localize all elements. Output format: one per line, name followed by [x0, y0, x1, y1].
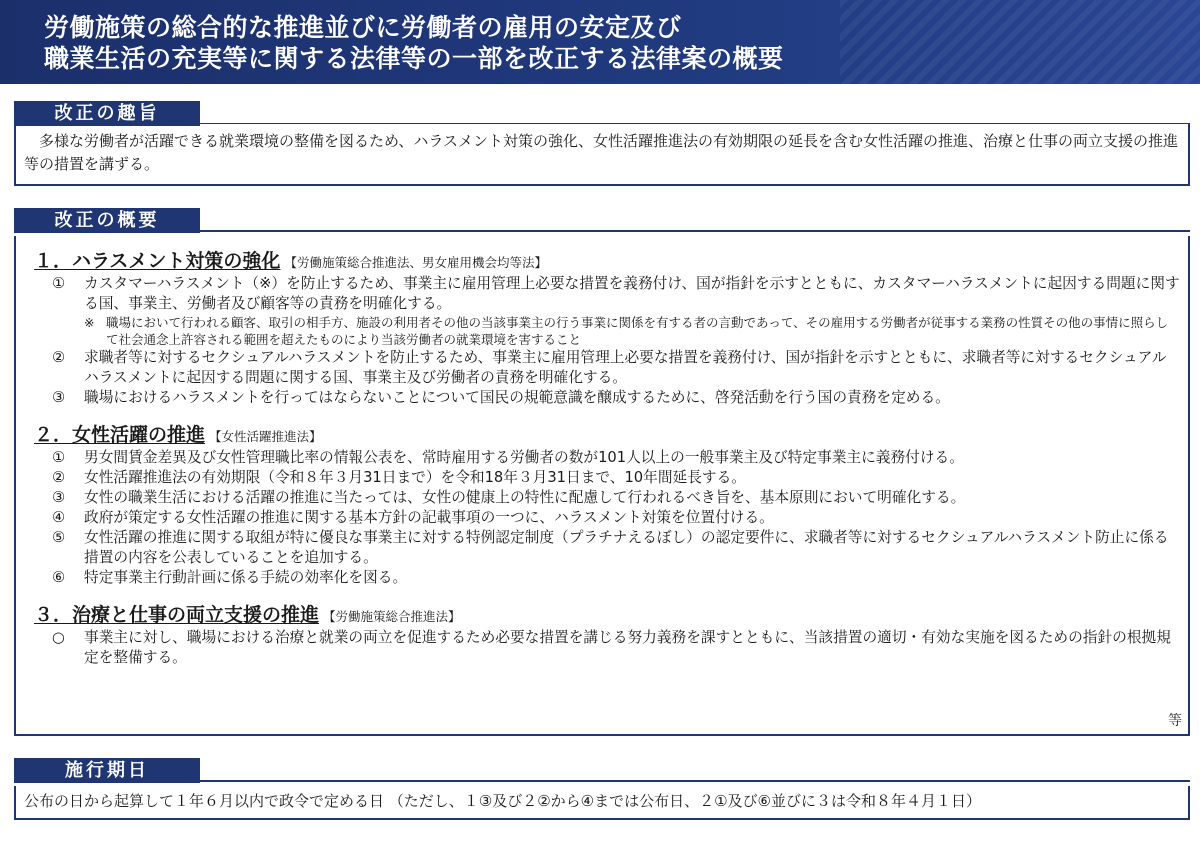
purpose-text: 多様な労働者が活躍できる就業環境の整備を図るため、ハラスメント対策の強化、女性活躍推進法の有効期限の延長を含む女性活躍の推進、治療と仕事の両立支援の推進等の措置を講ずる。 [24, 132, 1178, 173]
section-label-overview: 改正の概要 [14, 208, 200, 233]
list-item: ③ 職場におけるハラスメントを行ってはならないことについて国民の規範意識を醸成するために、啓発活動を行う国の責務を定める。 [52, 389, 950, 406]
note-item: ※ 職場において行われる顧客、取引の相手方、施設の利用者その他の当該事業主の行う事業に関係を有する者の言動であって、その雇用する労働者が従事する業務の性質その他の事情に照らして社会通念上許容される範囲を超えたものにより当該労働者の就業環境を害すること [84, 315, 1169, 347]
effective-text: 公布の日から起算して１年６月以内で政令で定める日 （ただし、１③及び２②から④までは公布日、２①及び⑥並びに３は令和８年４月１日） [24, 792, 982, 810]
purpose-box [14, 124, 1190, 186]
list-item: ③ 女性の職業生活における活躍の推進に当たっては、女性の健康上の特性に配慮して行われるべき旨を、基本原則において明確化する。 [52, 489, 966, 506]
list-item: ② 求職者等に対するセクシュアルハラスメントを防止するため、事業主に雇用管理上必要な措置を義務付け、国が指針を示すとともに、求職者等に対するセクシュアルハラスメントに起因する問題に関する国、事業主及び労働者の責務を明確化する。 [52, 349, 1167, 386]
overview-box [14, 236, 1190, 736]
effective-box [14, 786, 1190, 820]
list-item: ⑥ 特定事業主行動計画に係る手続の効率化を図る。 [52, 569, 408, 586]
list-item: ② 女性活躍推進法の有効期限（令和８年３月31日まで）を令和18年３月31日まで、10年間延長する。 [52, 469, 746, 486]
section-rule-overview [200, 230, 1190, 232]
title-banner [0, 0, 1200, 84]
overview-heading-3 [34, 604, 1180, 628]
title-line-2: 職業生活の充実等に関する法律等の一部を改正する法律案の概要 [44, 44, 784, 73]
list-item: ⑤ 女性活躍の推進に関する取組が特に優良な事業主に対する特例認定制度（プラチナえるぼし）の認定要件に、求職者等に対するセクシュアルハラスメント防止に係る措置の内容を公表していることを追加する。 [52, 529, 1169, 566]
list-item: ① 男女間賃金差異及び女性管理職比率の情報公表を、常時雇用する労働者の数が101人以上の一般事業主及び特定事業主に義務付ける。 [52, 449, 964, 466]
overview-heading-2 [34, 424, 1180, 448]
section-rule-effective [200, 780, 1190, 782]
law-ref-1: 【労働施策総合推進法、男女雇用機会均等法】 [284, 255, 547, 270]
list-item: ○ 事業主に対し、職場における治療と就業の両立を促進するため必要な措置を講じる努力義務を課すとともに、当該措置の適切・有効な実施を図るための指針の根拠規定を整備する。 [52, 629, 1171, 666]
document-title [44, 12, 784, 74]
title-line-1: 労働施策の総合的な推進並びに労働者の雇用の安定及び [44, 13, 682, 42]
heading-women: ２．女性活躍の推進 [34, 424, 206, 446]
list-item: ④ 政府が策定する女性活躍の推進に関する基本方針の記載事項の一つに、ハラスメント対策を位置付ける。 [52, 509, 774, 526]
etc-mark: 等 [1168, 713, 1182, 729]
list-item: ① カスタマーハラスメント（※）を防止するため、事業主に雇用管理上必要な措置を義務付け、国が指針を示すとともに、カスタマーハラスメントに起因する問題に関する国、事業主、労働者及び顧客等の責務を明確化する。 [52, 275, 1180, 312]
heading-harassment: １．ハラスメント対策の強化 [34, 250, 281, 272]
heading-treatment: ３．治療と仕事の両立支援の推進 [34, 604, 320, 626]
overview-heading-1 [34, 250, 1180, 274]
section-label-effective: 施行期日 [14, 758, 200, 783]
section-label-purpose: 改正の趣旨 [14, 101, 200, 126]
law-ref-3: 【労働施策総合推進法】 [323, 609, 461, 624]
law-ref-2: 【女性活躍推進法】 [209, 429, 322, 444]
